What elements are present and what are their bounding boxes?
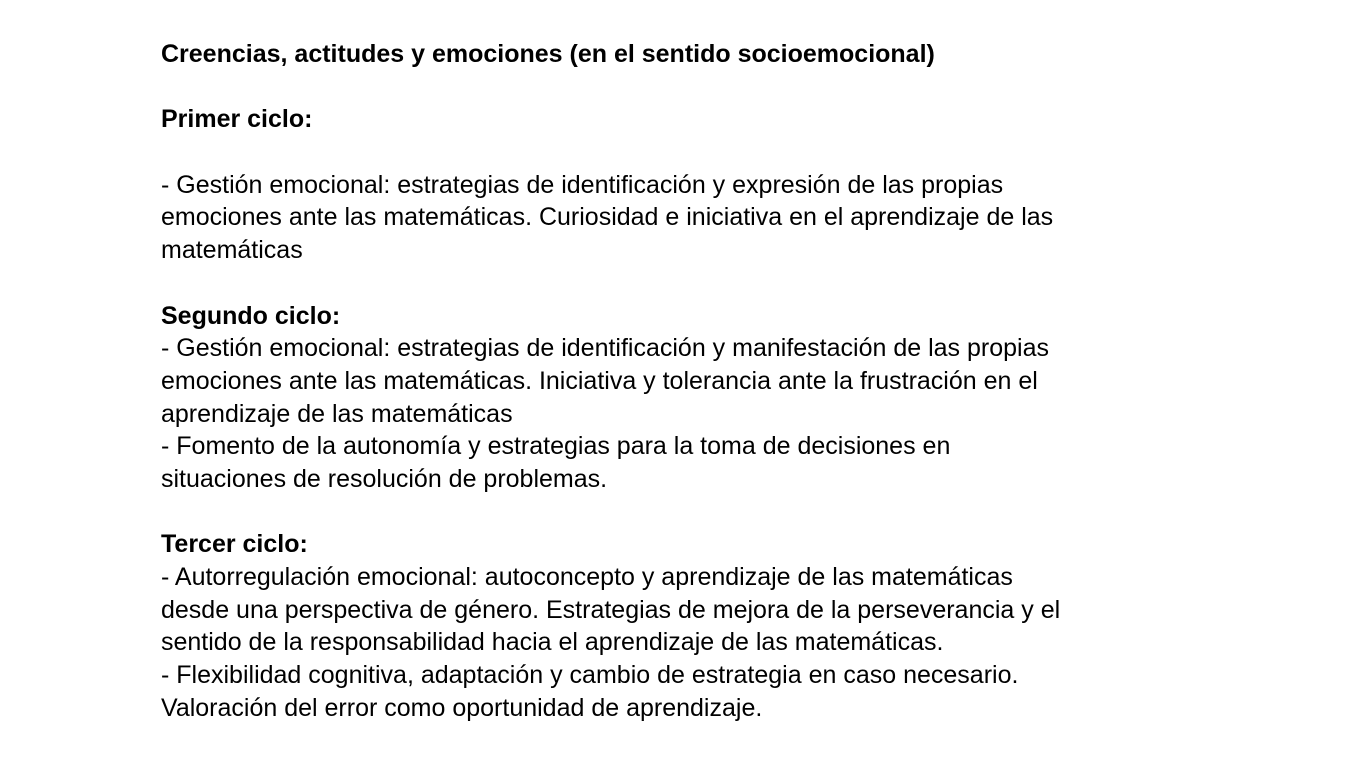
text-line: aprendizaje de las matemáticas — [161, 399, 513, 428]
text-line: emociones ante las matemáticas. Curiosidad e iniciativa en el aprendizaje de las — [161, 203, 1054, 232]
section-heading-segundo-ciclo: Segundo ciclo: — [161, 301, 341, 330]
text-line: - Flexibilidad cognitiva, adaptación y cambio de estrategia en caso necesario. — [161, 661, 1019, 690]
spacer — [161, 136, 1161, 169]
text-line: - Autorregulación emocional: autoconcepto y aprendizaje de las matemáticas — [161, 563, 1013, 591]
text-line: - Gestión emocional: estrategias de identificación y expresión de las propias — [161, 170, 1004, 199]
section-heading-tercer-ciclo: Tercer ciclo: — [161, 530, 308, 559]
spacer — [161, 267, 1161, 300]
slide-content — [161, 38, 1161, 724]
text-line: - Fomento de la autonomía y estrategias para la toma de decisiones en — [161, 432, 951, 461]
text-line: emociones ante las matemáticas. Iniciativa y tolerancia ante la frustración en el — [161, 366, 1038, 395]
text-line: matemáticas — [161, 236, 303, 265]
text-line: desde una perspectiva de género. Estrategias de mejora de la perseverancia y el — [161, 595, 1061, 624]
text-line: - Gestión emocional: estrategias de identificación y manifestación de las propias — [161, 334, 1049, 363]
text-line: situaciones de resolución de problemas. — [161, 464, 608, 493]
section-heading-primer-ciclo: Primer ciclo: — [161, 105, 313, 134]
page-title: Creencias, actitudes y emociones (en el sentido socioemocional) — [161, 40, 935, 68]
spacer — [161, 496, 1161, 529]
text-line: Valoración del error como oportunidad de aprendizaje. — [161, 693, 763, 722]
text-line: sentido de la responsabilidad hacia el aprendizaje de las matemáticas. — [161, 628, 944, 657]
spacer — [161, 71, 1161, 104]
